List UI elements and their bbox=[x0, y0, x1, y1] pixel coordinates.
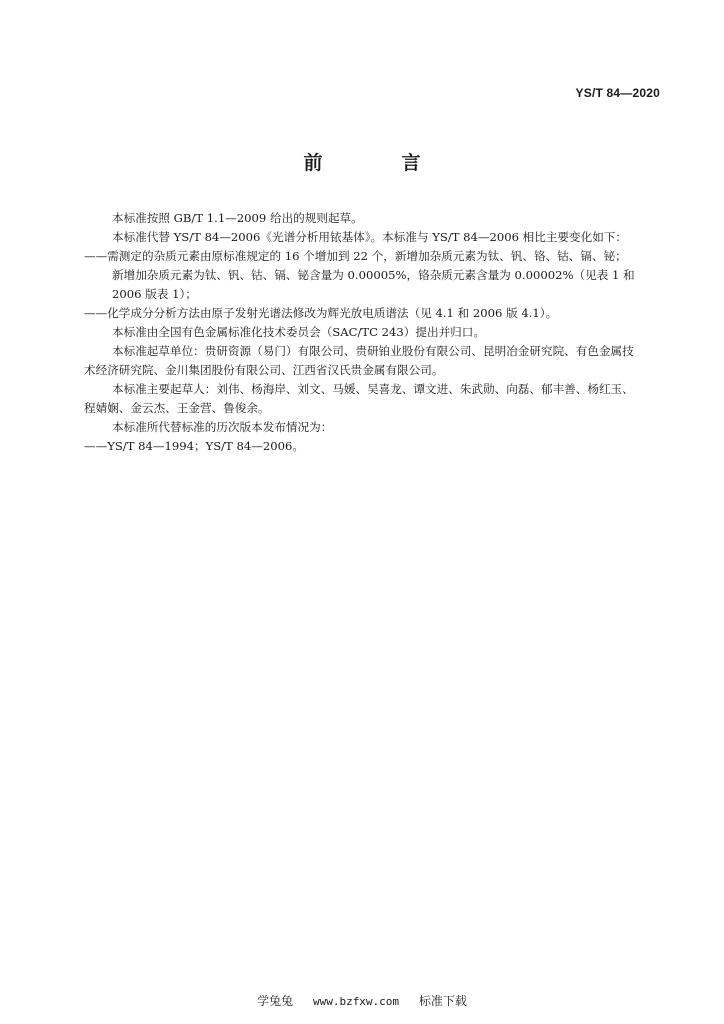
standard-code: YS/T 84—2020 bbox=[575, 86, 660, 100]
text-line-history-versions: ——YS/T 84—1994；YS/T 84—2006。 bbox=[84, 439, 304, 453]
footer-brand: 学兔兔 bbox=[257, 994, 294, 1008]
text-line-drafting-rules: 本标准按照 GB/T 1.1—2009 给出的规则起草。 bbox=[112, 211, 363, 225]
text-line-change-1-cont: 新增加杂质元素为钛、钒、钴、镉、铋含量为 0.00005%，铬杂质元素含量为 0.00002%（见表 1 和 bbox=[112, 268, 635, 282]
foreword-body bbox=[84, 209, 658, 456]
text-line-history-intro: 本标准所代替标准的历次版本发布情况为： bbox=[112, 420, 333, 434]
text-line-drafters: 本标准主要起草人：刘伟、杨海岸、刘文、马媛、吴喜龙、谭文进、朱武勋、向磊、郁丰善、杨红玉、 bbox=[112, 382, 634, 396]
footer-url: www.bzfxw.com bbox=[312, 995, 400, 1008]
text-line-replaces: 本标准代替 YS/T 84—2006《光谱分析用铱基体》。本标准与 YS/T 84—2006 相比主要变化如下： bbox=[112, 230, 628, 244]
text-line-drafters-cont: 程婧娴、金云杰、王金营、鲁俊余。 bbox=[84, 401, 270, 415]
text-line-drafting-units-cont: 术经济研究院、金川集团股份有限公司、江西省汉氏贵金属有限公司。 bbox=[84, 363, 444, 377]
page-footer bbox=[0, 992, 724, 1009]
text-line-change-2: ——化学成分分析方法由原子发射光谱法修改为辉光放电质谱法（见 4.1 和 2006 版 4.1）。 bbox=[84, 306, 558, 320]
text-line-change-1: ——需测定的杂质元素由原标准规定的 16 个增加到 22 个，新增加杂质元素为钛、钒、铬、钴、镉、铋； bbox=[84, 249, 627, 263]
footer-tagline: 标准下载 bbox=[418, 994, 467, 1008]
text-line-drafting-units: 本标准起草单位：贵研资源（易门）有限公司、贵研铂业股份有限公司、昆明冶金研究院、有色金属技 bbox=[112, 344, 634, 358]
text-line-change-1-end: 2006 版表 1）； bbox=[112, 287, 197, 301]
page-title: 前 言 bbox=[303, 152, 451, 174]
text-line-proposer: 本标准由全国有色金属标准化技术委员会（SAC/TC 243）提出并归口。 bbox=[112, 325, 485, 339]
